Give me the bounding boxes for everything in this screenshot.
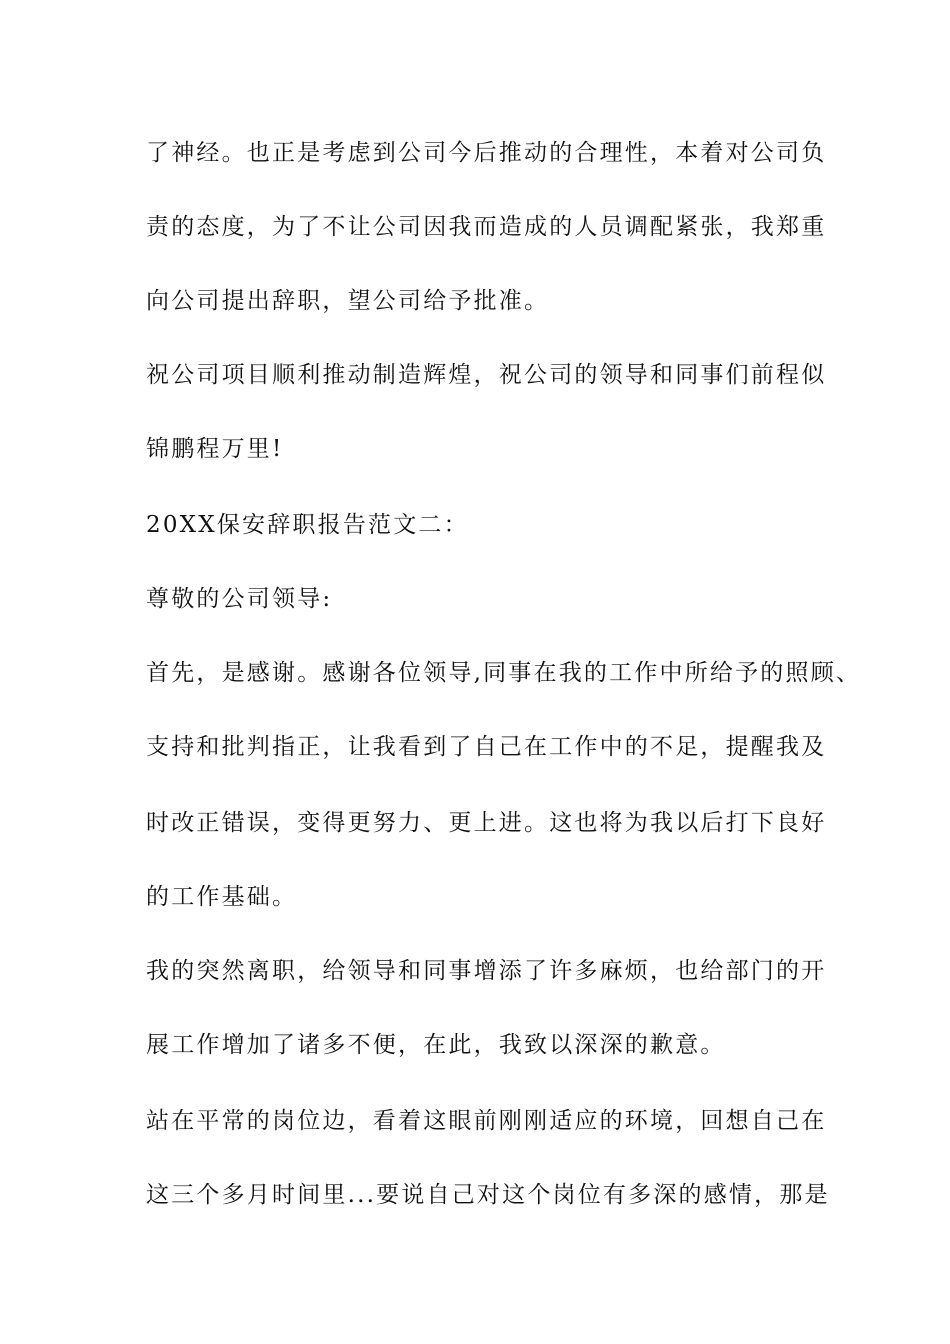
section-heading: 20XX保安辞职报告范文二： [146, 512, 469, 538]
paragraph-line: 的工作基础。 [146, 884, 298, 910]
paragraph-line: 锦鹏程万里! [146, 436, 284, 462]
paragraph-line: 时改正错误，变得更努力、更上进。这也将为我以后打下良好 [146, 810, 827, 836]
paragraph-line: 这三个多月时间里...要说自己对这个岗位有多深的感情，那是 [146, 1182, 830, 1208]
paragraph-line: 支持和批判指正，让我看到了自己在工作中的不足，提醒我及 [146, 734, 827, 760]
paragraph-line: 首先，是感谢。感谢各位领导,同事在我的工作中所给予的照顾、 [146, 660, 862, 686]
paragraph-line: 展工作增加了诸多不便，在此，我致以深深的歉意。 [146, 1032, 726, 1058]
paragraph-line: 站在平常的岗位边，看着这眼前刚刚适应的环境，回想自己在 [146, 1108, 827, 1134]
paragraph-line: 了神经。也正是考虑到公司今后推动的合理性，本着对公司负 [146, 140, 827, 166]
paragraph-line: 责的态度，为了不让公司因我而造成的人员调配紧张，我郑重 [146, 214, 827, 240]
salutation: 尊敬的公司领导: [146, 586, 333, 612]
paragraph-line: 向公司提出辞职，望公司给予批准。 [146, 288, 550, 314]
paragraph-line: 祝公司项目顺利推动制造辉煌，祝公司的领导和同事们前程似 [146, 362, 827, 388]
paragraph-line: 我的突然离职，给领导和同事增添了许多麻烦，也给部门的开 [146, 958, 827, 984]
